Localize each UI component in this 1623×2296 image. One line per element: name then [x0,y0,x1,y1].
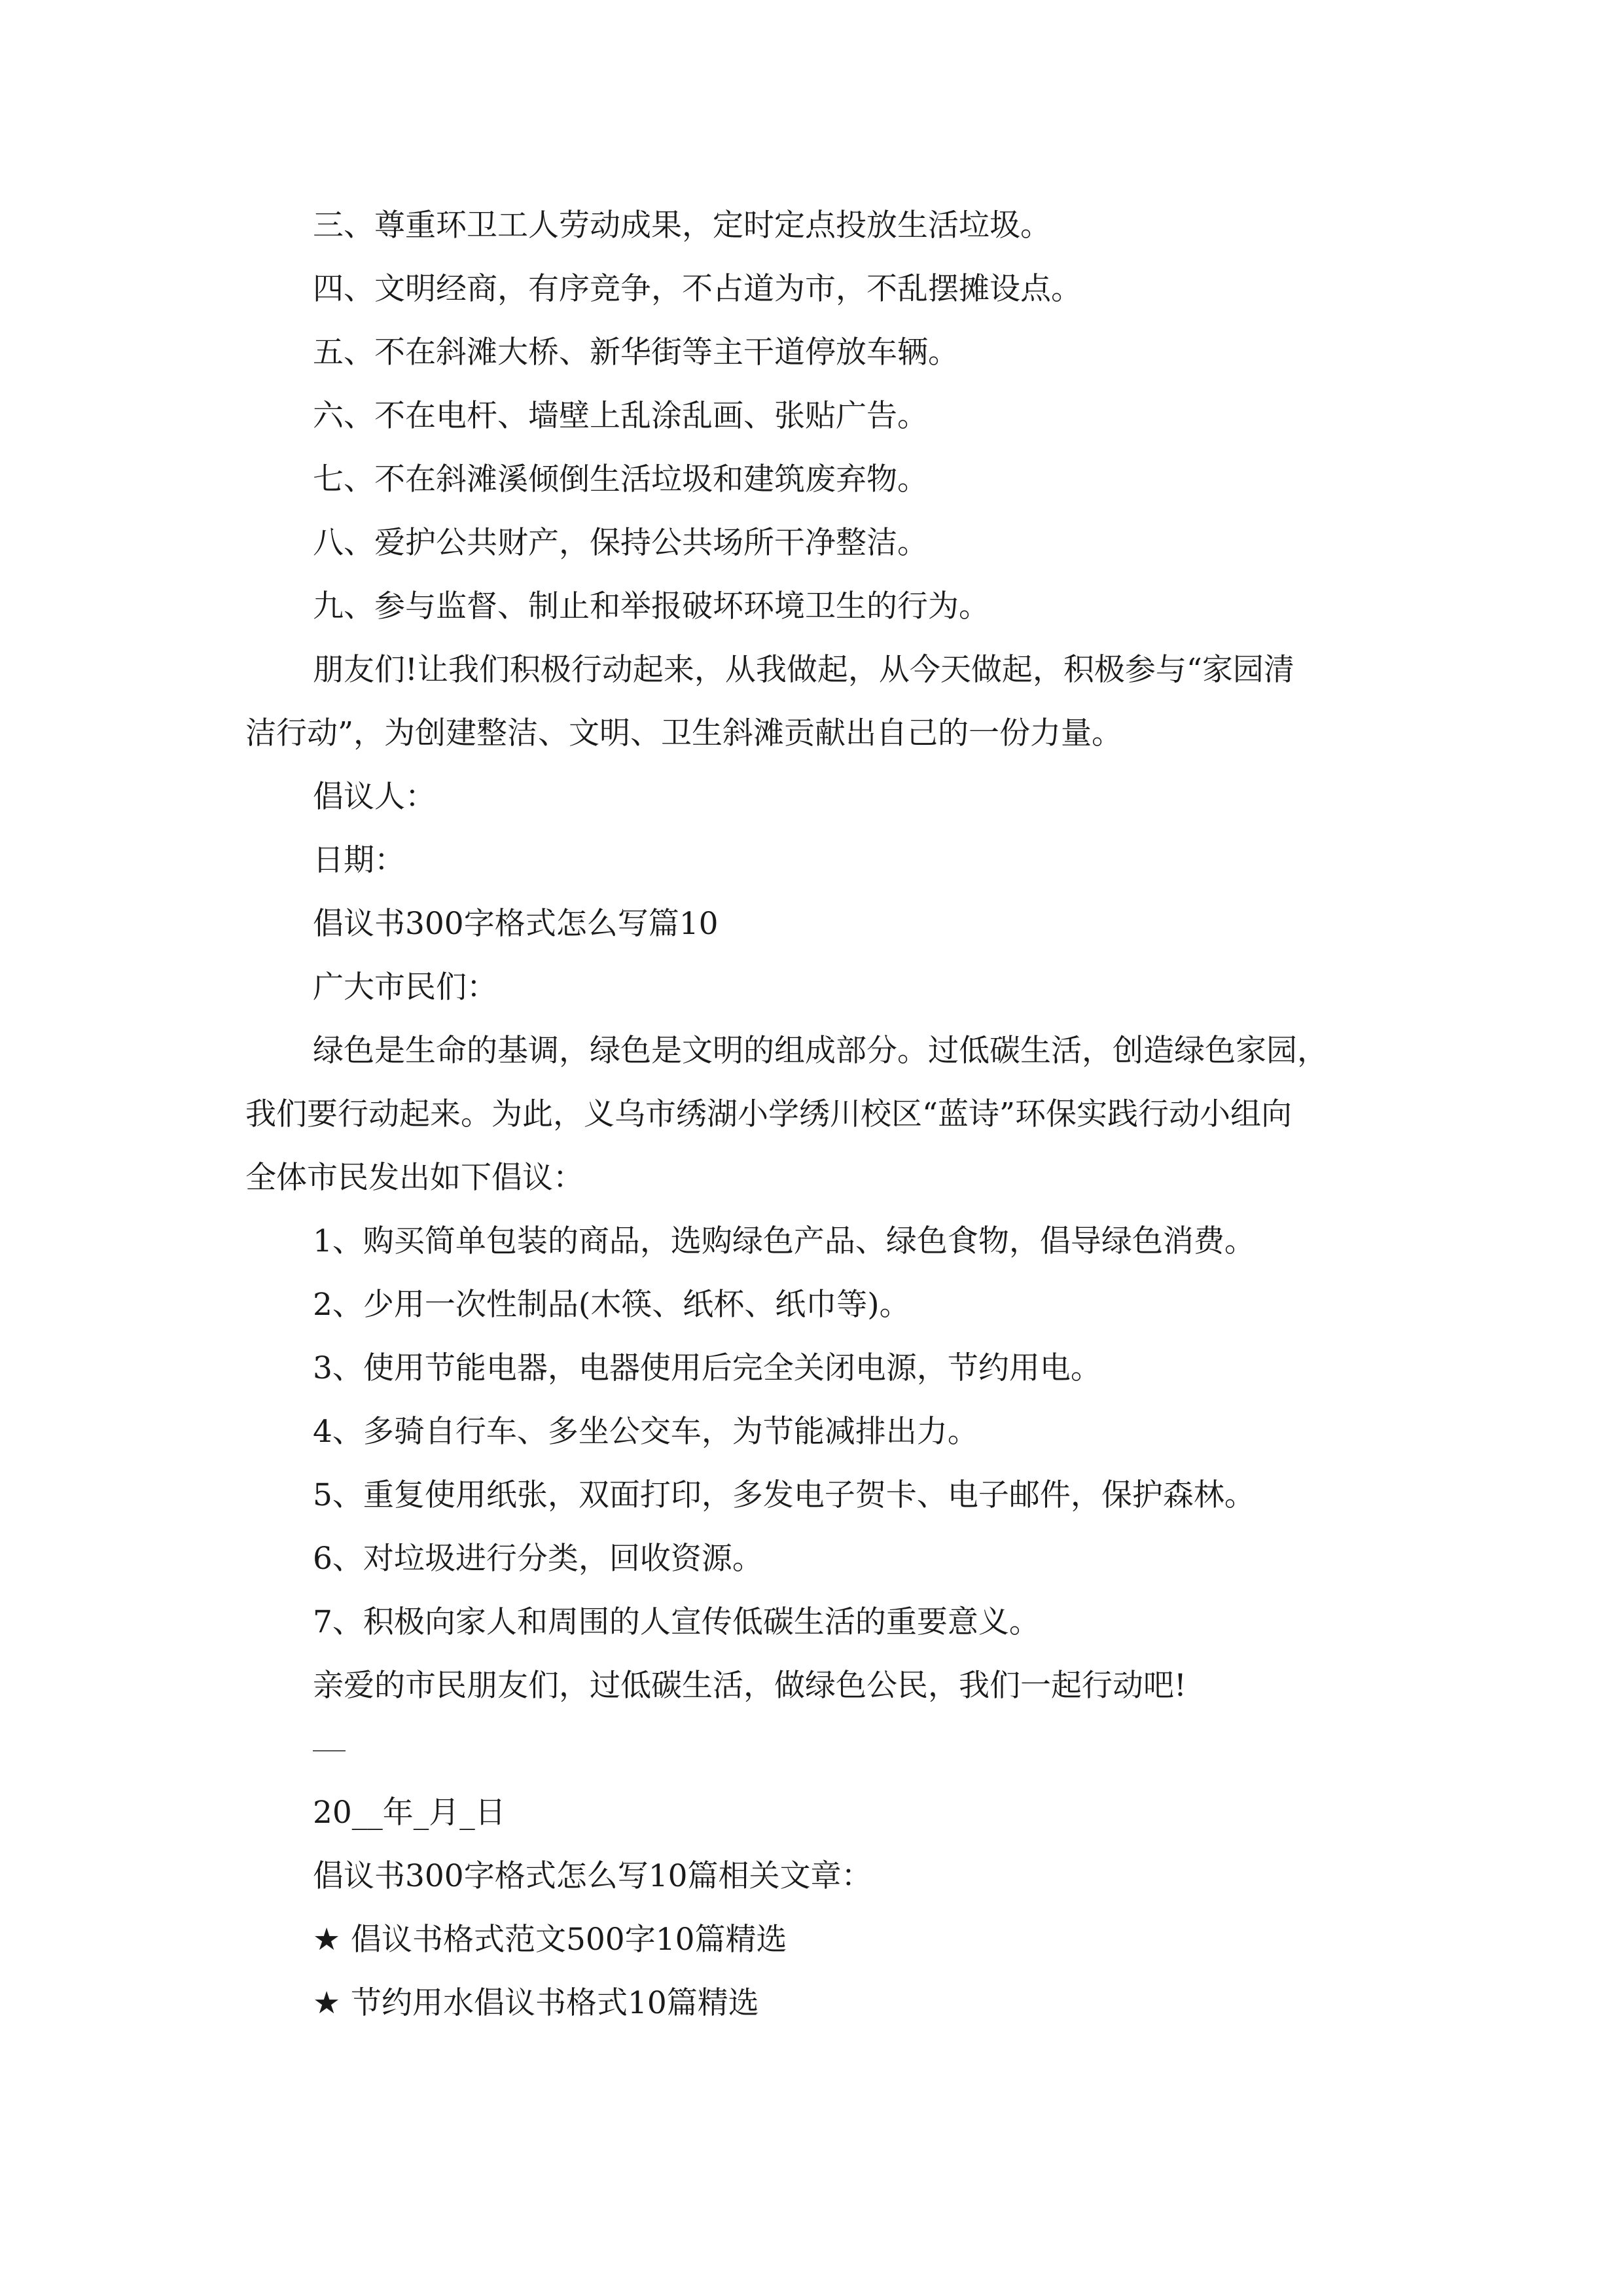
item-four: 四、文明经商，有序竞争，不占道为市，不乱摆摊设点。 [313,271,1082,307]
item-six: 六、不在电杆、墙壁上乱涂乱画、张贴广告。 [313,398,928,434]
proposal-item-3: 3、使用节能电器，电器使用后完全关闭电源，节约用电。 [313,1350,1101,1386]
proposal-item-7: 7、积极向家人和周围的人宣传低碳生活的重要意义。 [313,1604,1040,1640]
call-paragraph-line-1: 朋友们!让我们积极行动起来，从我做起，从今天做起，积极参与“家园清 [313,652,1294,688]
related-articles-title: 倡议书300字格式怎么写10篇相关文章： [313,1858,872,1894]
intro-paragraph-line-1: 绿色是生命的基调，绿色是文明的组成部分。过低碳生活，创造绿色家园， [313,1033,1328,1069]
star-icon: ★ [313,1985,341,2021]
document-page [245,194,1381,2035]
item-three: 三、尊重环卫工人劳动成果，定时定点投放生活垃圾。 [313,207,1051,243]
date-label: 日期： [313,842,405,878]
related-link-2[interactable] [245,1971,1381,2035]
closing-line: 亲爱的市民朋友们，过低碳生活，做绿色公民，我们一起行动吧! [313,1668,1186,1704]
related-link-1[interactable] [245,1908,1381,1971]
item-nine: 九、参与监督、制止和举报破坏环境卫生的行为。 [313,588,990,624]
related-link-1-label: 倡议书格式范文500字10篇精选 [351,1922,787,1958]
proposal-item-1: 1、购买简单包装的商品，选购绿色产品、绿色食物，倡导绿色消费。 [313,1223,1255,1259]
item-seven: 七、不在斜滩溪倾倒生活垃圾和建筑废弃物。 [313,461,928,497]
section-title: 倡议书300字格式怎么写篇10 [313,906,719,942]
proposer-label: 倡议人： [313,779,436,815]
item-five: 五、不在斜滩大桥、新华街等主干道停放车辆。 [313,334,959,370]
signature-dash [313,1750,346,1751]
salutation: 广大市民们： [313,969,497,1005]
star-icon: ★ [313,1922,341,1958]
proposal-item-6: 6、对垃圾进行分类，回收资源。 [313,1541,763,1577]
date-line: 20__年_月_日 [313,1795,506,1831]
item-eight: 八、爱护公共财产，保持公共场所干净整洁。 [313,525,928,561]
related-link-2-label: 节约用水倡议书格式10篇精选 [351,1985,759,2021]
proposal-item-2: 2、少用一次性制品(木筷、纸杯、纸巾等)。 [313,1287,910,1323]
call-paragraph-line-2: 洁行动”，为创建整洁、文明、卫生斜滩贡献出自己的一份力量。 [245,715,1123,751]
proposal-item-5: 5、重复使用纸张，双面打印，多发电子贺卡、电子邮件，保护森林。 [313,1477,1255,1513]
intro-paragraph-line-3: 全体市民发出如下倡议： [245,1160,584,1196]
intro-paragraph-line-2: 我们要行动起来。为此，义乌市绣湖小学绣川校区“蓝诗”环保实践行动小组向 [245,1096,1293,1132]
proposal-item-4: 4、多骑自行车、多坐公交车，为节能减排出力。 [313,1414,978,1450]
